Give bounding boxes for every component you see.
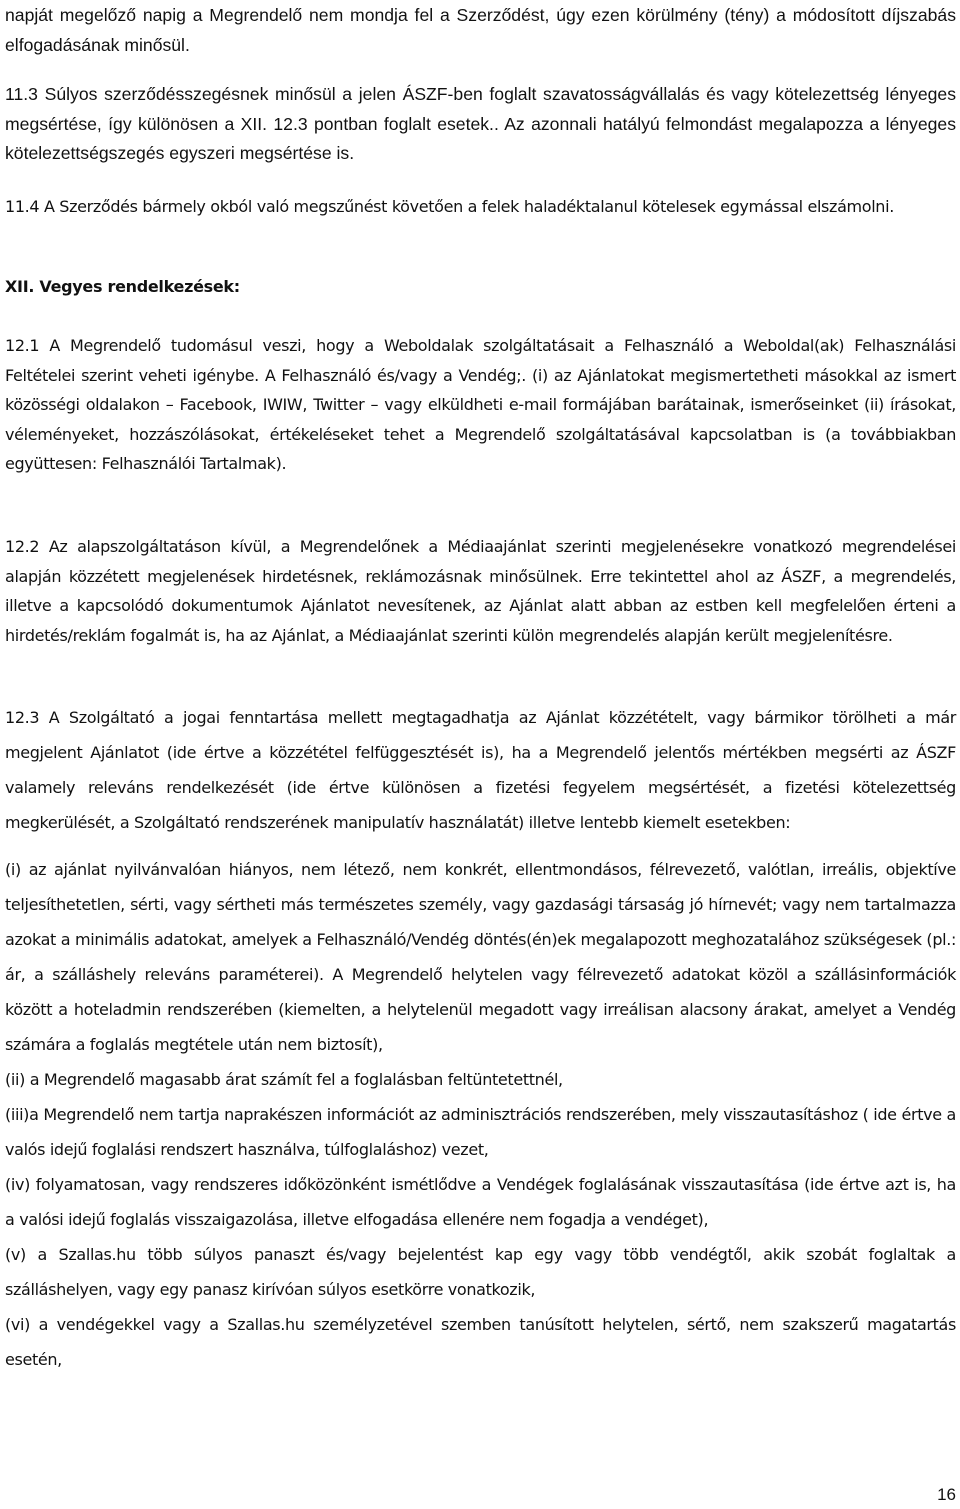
list-item: (iv) folyamatosan, vagy rendszeres időközönként ismétlődve a Vendégek foglalásának visszautasítása (ide értve azt is, ha a valósi idejű foglalás visszaigazolása, illetve elfogadása ellenére nem fogadja a vendéget), [5, 1175, 956, 1229]
list-item: (v) a Szallas.hu több súlyos panaszt és/vagy bejelentést kap egy vagy több vendégtől, akik szobát foglaltak a szálláshelyen, vagy egy panasz kirívóan súlyos esetkörre vonatkozik, [5, 1245, 956, 1299]
paragraph-11-4: 11.4 A Szerződés bármely okból való megszűnést követően a felek haladéktalanul kötelesek egymással elszámolni. [5, 197, 894, 216]
paragraph-12-3: 12.3 A Szolgáltató a jogai fenntartása mellett megtagadhatja az Ajánlat közzétételt, vagy bármikor törölheti a már megjelent Ajánlatot (ide értve a közzététel felfüggesztését is), ha a Megrendelő jelentős mértékben megsérti az ÁSZF valamely releváns rendelkezését (ide értve különösen a fizetési fegyelem megsértését, a fizetési kötelezettség megkerülését, a Szolgáltató rendszerének manipulatív használatát) illetve lentebb kiemelt esetekben: [5, 708, 956, 832]
list-item: (ii) a Megrendelő magasabb árat számít fel a foglalásban feltüntetettnél, [5, 1070, 563, 1089]
page-number: 16 [937, 1485, 956, 1504]
list-item: (iii)a Megrendelő nem tartja naprakészen információt az adminisztrációs rendszerében, mely visszautasításhoz ( ide értve a valós idejű foglalási rendszert használva, túlfoglaláshoz) vezet, [5, 1105, 956, 1159]
paragraph-12-1: 12.1 A Megrendelő tudomásul veszi, hogy a Weboldalak szolgáltatásait a Felhasználó a Weboldal(ak) Felhasználási Feltételei szerint veheti igénybe. A Felhasználó és/vagy a Vendég;. (i) az Ajánlatokat megismertetheti másokkal az ismert közösségi oldalakon – Facebook, IWIW, Twitter – vagy elküldheti e-mail formájában barátainak, ismerőseinket (ii) írásokat, véleményeket, hozzászólásokat, értékeléseket tehet a Megrendelő szolgáltatásával kapcsolatban is (a továbbiakban együttesen: Felhasználói Tartalmak). [5, 336, 956, 473]
violation-list [5, 852, 956, 1377]
list-item: (vi) a vendégekkel vagy a Szallas.hu személyzetével szemben tanúsított helytelen, sértő, nem szakszerű magatartás esetén, [5, 1315, 956, 1369]
section-heading-xii: XII. Vegyes rendelkezések: [5, 277, 240, 296]
paragraph-11-3: 11.3 Súlyos szerződésszegésnek minősül a jelen ÁSZF-ben foglalt szavatosságvállalás és vagy kötelezettség lényeges megsértése, így különösen a XII. 12.3 pontban foglalt esetek.. Az azonnali hatályú felmondást megalapozza a lényeges kötelezettségszegés egyszeri megsértése is. [5, 84, 956, 163]
list-item: (i) az ajánlat nyilvánvalóan hiányos, nem létező, nem konkrét, ellentmondásos, félrevezető, valótlan, irreális, objektíve teljesíthetetlen, sérti, vagy sértheti más természetes személy, vagy gazdasági társaság jó hírnevét; vagy nem tartalmazza azokat a minimális adatokat, amelyek a Felhasználó/Vendég döntés(én)ek megalapozott meghozatalához szükségesek (pl.: ár, a szálláshely releváns paraméterei). A Megrendelő helytelen vagy félrevezető adatokat közöl a szállásinformációk között a hoteladmin rendszerében (kiemelten, a helytelenül megadott vagy irreálisan alacsony árakat, amelyet a Vendég számára a foglalás megtétele után nem biztosít), [5, 860, 956, 1054]
paragraph-intro: napját megelőző napig a Megrendelő nem mondja fel a Szerződést, úgy ezen körülmény (tény) a módosított díjszabás elfogadásának minősül. [5, 5, 956, 55]
paragraph-12-2: 12.2 Az alapszolgáltatáson kívül, a Megrendelőnek a Médiaajánlat szerinti megjelenésekre vonatkozó megrendelései alapján közzétett megjelenések hirdetésnek, reklámozásnak minősülnek. Erre tekintettel ahol az ÁSZF, a megrendelés, illetve a kapcsolódó dokumentumok Ajánlatot nevesítenek, az Ajánlat alatt abban az estben kell megfelelően érteni a hirdetés/reklám fogalmát is, ha az Ajánlat, a Médiaajánlat szerinti külön megrendelés alapján került megjelenítésre. [5, 537, 956, 645]
